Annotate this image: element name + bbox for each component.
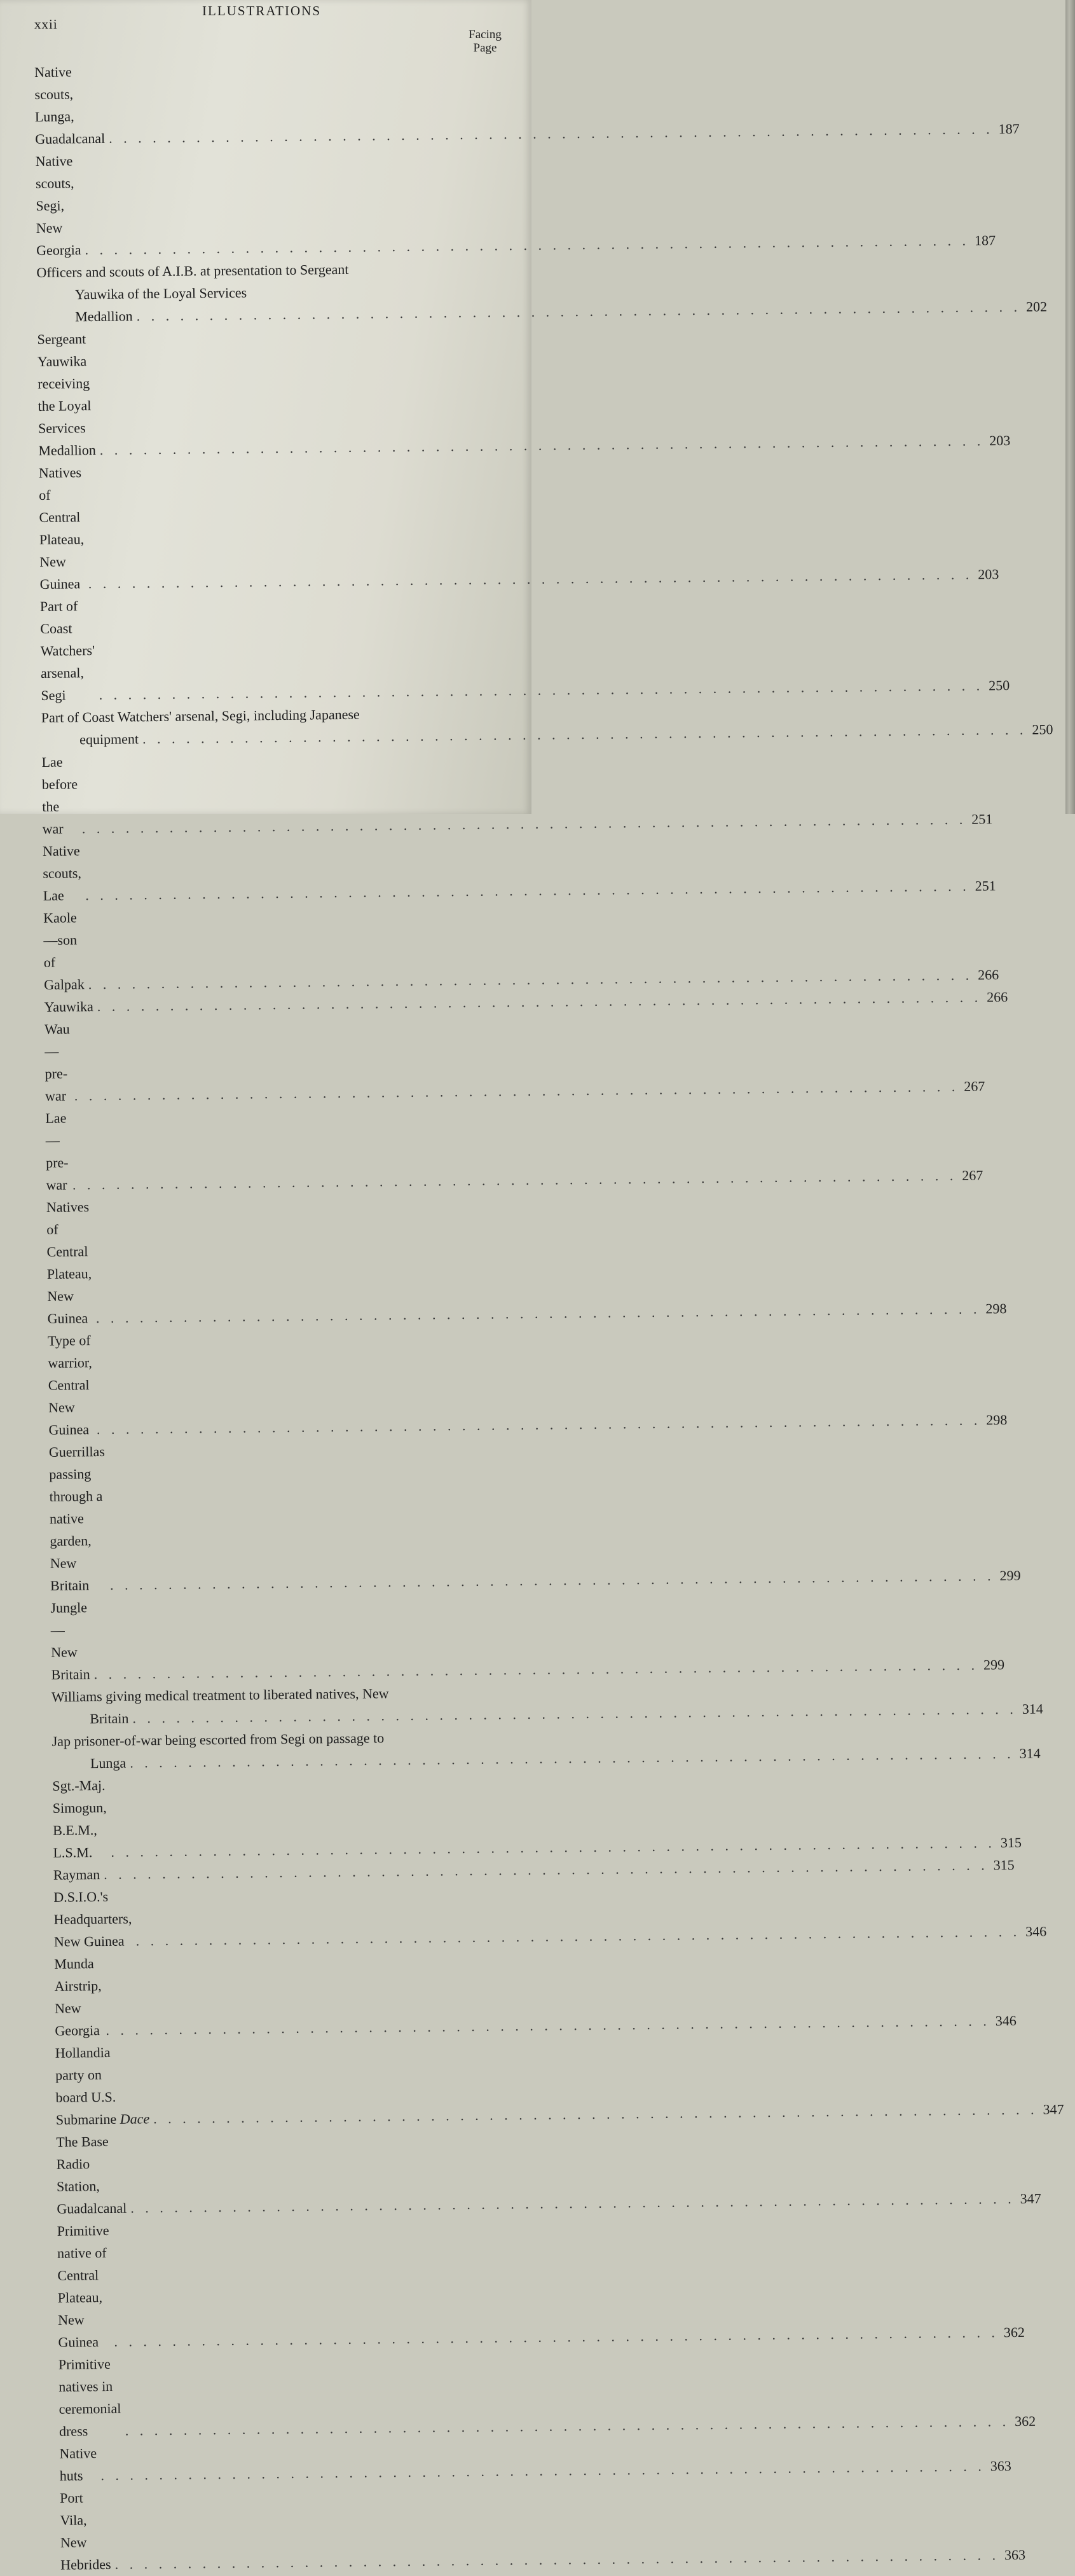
entry-caption-line: Part of Coast Watchers' arsenal, Segi, including Japanese: [41, 706, 360, 726]
entry-caption: [46, 1186, 986, 1329]
entry-caption-text: Native huts: [59, 2445, 97, 2484]
facing-page-number: 363: [990, 2458, 1011, 2474]
facing-page-number: 346: [1025, 1923, 1047, 1939]
entry-caption: [39, 452, 978, 595]
entry-caption-text: Natives of Central Plateau, New Guinea: [46, 1199, 92, 1326]
facing-page-number: 346: [995, 2012, 1017, 2029]
facing-page-number: 299: [983, 1656, 1005, 1673]
dot-leader: . . . . . . . . . . . . . . . . . . . . . . . . . . . . . . . . . . . . . . . . . . . . . . . . . . . . . . . . . . . . .: [100, 2458, 985, 2484]
facing-page-number: 363: [1004, 2546, 1026, 2563]
entry-caption-row: [58, 2343, 1015, 2442]
facing-page-number: 266: [978, 967, 999, 983]
entry-caption-row: [55, 2032, 1043, 2131]
entry-caption: [35, 141, 975, 261]
entry-caption-row: [43, 897, 978, 996]
illustration-entry: [47, 1325, 1008, 1441]
entry-caption-row: [43, 830, 975, 907]
entry-caption: [55, 2032, 1043, 2131]
facing-page-number: 298: [986, 1412, 1008, 1428]
dot-leader: . . . . . . . . . . . . . . . . . . . . . . . . . . . . . . . . . . . . . . . . . . . . . . . . . . . . . . . . . . . . .: [106, 2013, 990, 2038]
entry-caption-text: Sergeant Yauwika receiving the Loyal Services Medallion: [37, 331, 96, 458]
entry-caption-row: [54, 1943, 996, 2041]
entry-caption: [36, 251, 1026, 328]
dot-leader: . . . . . . . . . . . . . . . . . . . . . . . . . . . . . . . . . . . . . . . . . . . . . . . . . . . . . . . . . . . . .: [135, 1923, 1021, 1949]
entry-caption-continuation: Britain: [90, 1710, 129, 1727]
facing-page-number: 203: [989, 432, 1011, 449]
entry-caption-row: [50, 1587, 983, 1686]
illustration-entry: [48, 1436, 1021, 1597]
facing-page-number: 202: [1025, 298, 1048, 315]
entry-caption-text: Yauwika: [44, 998, 93, 1015]
facing-page-number: 250: [1032, 721, 1053, 738]
dot-leader: . . . . . . . . . . . . . . . . . . . . . . . . . . . . . . . . . . . . . . . . . . . . . . . . . . . . . . . . . . . . .: [88, 967, 973, 993]
illustration-entry: [45, 1102, 983, 1196]
dot-leader: . . . . . . . . . . . . . . . . . . . . . . . . . . . . . . . . . . . . . . . . . . . . . . . . . . . . . . . . . . . . .: [130, 2191, 1015, 2216]
illustration-entry: [37, 323, 1011, 462]
facing-page-number: 266: [987, 989, 1008, 1005]
dot-leader: . . . . . . . . . . . . . . . . . . . . . . . . . . . . . . . . . . . . . . . . . . . . . . . . . . . . . . . . . . . . .: [72, 1167, 957, 1193]
facing-page-number: 187: [974, 232, 996, 249]
entry-caption-row: [39, 452, 978, 595]
facing-page-number: 267: [964, 1078, 985, 1094]
dot-leader: . . . . . . . . . . . . . . . . . . . . . . . . . . . . . . . . . . . . . . . . . . . . . . . . . . . . . . . . . . . . .: [99, 677, 984, 703]
entry-caption-text: Wau—pre-war: [44, 1021, 70, 1104]
entry-caption-text: Hollandia party on board U.S. Submarine: [55, 2044, 117, 2128]
dot-leader: . . . . . . . . . . . . . . . . . . . . . . . . . . . . . . . . . . . . . . . . . . . . . . . . . . . . . . . . . . . . .: [81, 811, 967, 837]
entry-caption-row: [49, 1431, 1000, 1597]
dot-leader: . . . . . . . . . . . . . . . . . . . . . . . . . . . . . . . . . . . . . . . . . . . . . . . . . . . . . . . . . . . . .: [142, 721, 1027, 747]
dot-leader: . . . . . . . . . . . . . . . . . . . . . . . . . . . . . . . . . . . . . . . . . . . . . . . . . . . . . . . . . . . . .: [153, 2101, 1038, 2127]
dot-leader: . . . . . . . . . . . . . . . . . . . . . . . . . . . . . . . . . . . . . . . . . . . . . . . . . . . . . . . . . . . . .: [74, 1078, 959, 1104]
dot-leader: . . . . . . . . . . . . . . . . . . . . . . . . . . . . . . . . . . . . . . . . . . . . . . . . . . . . . . . . . . . . .: [93, 1656, 979, 1683]
facing-page-heading-line2: Page: [473, 41, 497, 55]
entry-caption-continuation: equipment: [79, 731, 139, 748]
entry-caption-row: [41, 741, 971, 840]
dot-leader: . . . . . . . . . . . . . . . . . . . . . . . . . . . . . . . . . . . . . . . . . . . . . . . . . . . . . . . . . . . . .: [109, 121, 994, 146]
dot-leader: . . . . . . . . . . . . . . . . . . . . . . . . . . . . . . . . . . . . . . . . . . . . . . . . . . . . . . . . . . . . .: [97, 989, 982, 1015]
entry-caption-italic: Dace: [120, 2111, 150, 2127]
entry-caption-line: Jap prisoner-of-war being escorted from Segi on passage to: [51, 1730, 385, 1749]
dot-leader: . . . . . . . . . . . . . . . . . . . . . . . . . . . . . . . . . . . . . . . . . . . . . . . . . . . . . . . . . . . . .: [130, 1746, 1015, 1771]
facing-page-heading: [463, 28, 507, 55]
entry-caption-line: Officers and scouts of A.I.B. at presentation to Sergeant: [36, 261, 349, 280]
entry-caption: [49, 1431, 1000, 1597]
entry-caption: [41, 741, 971, 840]
illustrations-list: [34, 56, 1064, 2576]
entry-caption-text: Type of warrior, Central New Guinea: [47, 1332, 92, 1438]
dot-leader: . . . . . . . . . . . . . . . . . . . . . . . . . . . . . . . . . . . . . . . . . . . . . . . . . . . . . . . . . . . . .: [111, 1835, 996, 1860]
entry-caption: [58, 2343, 1015, 2442]
illustration-entry: [43, 902, 999, 996]
running-head: ILLUSTRATIONS: [202, 3, 321, 18]
entry-caption-text: Lae before the war: [41, 754, 78, 837]
facing-page-number: 315: [1000, 1834, 1022, 1851]
entry-caption-text: Jungle—New Britain: [50, 1599, 90, 1683]
illustration-entry: [60, 2482, 1026, 2576]
entry-caption-row: [40, 585, 989, 706]
illustration-entry: [55, 2037, 1064, 2131]
entry-caption-text: D.S.I.O.'s Headquarters, New Guinea: [53, 1888, 132, 1950]
entry-caption: [40, 585, 989, 706]
illustration-entry: [36, 256, 1048, 328]
entry-caption-row: [53, 1876, 1025, 1953]
entry-caption-line: Williams giving medical treatment to liberated natives, New: [51, 1685, 389, 1705]
facing-page-number: 251: [975, 878, 996, 894]
entry-caption-text: Lae—pre-war: [45, 1110, 69, 1193]
entry-caption: [54, 1943, 996, 2041]
illustration-entry: [59, 2437, 1011, 2487]
entry-caption-text: Kaole—son of Galpak: [43, 909, 85, 993]
dot-leader: . . . . . . . . . . . . . . . . . . . . . . . . . . . . . . . . . . . . . . . . . . . . . . . . . . . . . . . . . . . . .: [109, 1567, 995, 1593]
entry-caption-row: [37, 318, 989, 462]
dot-leader: . . . . . . . . . . . . . . . . . . . . . . . . . . . . . . . . . . . . . . . . . . . . . . . . . . . . . . . . . . . . .: [96, 1412, 982, 1438]
entry-caption-row: [45, 1098, 962, 1196]
entry-caption-row: [34, 51, 999, 150]
dot-leader: . . . . . . . . . . . . . . . . . . . . . . . . . . . . . . . . . . . . . . . . . . . . . . . . . . . . . . . . . . . . .: [125, 2413, 1010, 2439]
entry-caption: [43, 830, 975, 907]
entry-caption-row: [60, 2477, 1004, 2576]
illustration-entry: [53, 1881, 1047, 1953]
illustration-entry: [46, 1191, 1007, 1330]
dot-leader: . . . . . . . . . . . . . . . . . . . . . . . . . . . . . . . . . . . . . . . . . . . . . . . . . . . . . . . . . . . . .: [136, 298, 1022, 324]
facing-page-number: 362: [1003, 2324, 1025, 2341]
entry-caption-continuation: Lunga: [90, 1754, 127, 1772]
facing-page-number: 187: [998, 120, 1020, 137]
illustration-entry: [54, 1948, 1017, 2042]
entry-caption-text: Sgt.-Maj. Simogun, B.E.M., L.S.M.: [52, 1777, 107, 1861]
entry-caption-row: [45, 1009, 964, 1107]
entry-caption-row: [48, 1319, 987, 1440]
entry-caption: [34, 51, 999, 150]
entry-caption: [45, 1009, 964, 1107]
dot-leader: . . . . . . . . . . . . . . . . . . . . . . . . . . . . . . . . . . . . . . . . . . . . . . . . . . . . . . . . . . . . .: [104, 1857, 989, 1883]
entry-caption-row: [52, 1765, 1001, 1864]
entry-caption-row: [56, 2121, 1020, 2220]
dot-leader: . . . . . . . . . . . . . . . . . . . . . . . . . . . . . . . . . . . . . . . . . . . . . . . . . . . . . . . . . . . . .: [99, 432, 985, 458]
entry-caption: [60, 2477, 1004, 2576]
entry-caption-text: The Base Radio Station, Guadalcanal: [56, 2133, 127, 2217]
facing-page-number: 362: [1015, 2413, 1036, 2430]
illustration-entry: [35, 145, 996, 261]
entry-caption: [43, 897, 978, 996]
page-number: xxii: [34, 17, 58, 32]
entry-caption-text: Primitive natives in ceremonial dress: [58, 2355, 121, 2439]
illustration-entry: [51, 1725, 1041, 1775]
illustration-entry: [39, 590, 1010, 706]
entry-caption-text: Part of Coast Watchers' arsenal, Segi: [39, 598, 95, 703]
illustration-entry: [56, 2126, 1041, 2220]
facing-page-number: 298: [985, 1300, 1007, 1317]
entry-caption-row: [35, 141, 975, 261]
dot-leader: . . . . . . . . . . . . . . . . . . . . . . . . . . . . . . . . . . . . . . . . . . . . . . . . . . . . . . . . . . . . .: [88, 566, 973, 592]
entry-caption-text: Rayman: [53, 1866, 100, 1883]
facing-page-number: 315: [993, 1857, 1015, 1873]
illustration-entry: [38, 457, 999, 595]
illustration-entry: [34, 56, 1020, 150]
entry-caption-continuation: Yauwika of the Loyal Services Medallion: [74, 284, 247, 325]
facing-page-number: 314: [1022, 1700, 1043, 1717]
facing-page-number: 251: [971, 811, 993, 827]
entry-caption-row: [46, 1186, 986, 1329]
entry-caption: [57, 2210, 1004, 2353]
dot-leader: . . . . . . . . . . . . . . . . . . . . . . . . . . . . . . . . . . . . . . . . . . . . . . . . . . . . . . . . . . . . .: [85, 878, 970, 904]
entry-caption: [50, 1587, 983, 1686]
entry-caption: [37, 318, 989, 462]
page-edge: [1065, 0, 1075, 814]
dot-leader: . . . . . . . . . . . . . . . . . . . . . . . . . . . . . . . . . . . . . . . . . . . . . . . . . . . . . . . . . . . . .: [85, 232, 970, 258]
entry-caption: [52, 1765, 1001, 1864]
facing-page-number: 250: [988, 677, 1010, 694]
entry-caption: [53, 1876, 1025, 1953]
entry-caption-text: Native scouts, Lunga, Guadalcanal: [34, 64, 106, 147]
entry-caption-text: Guerrillas passing through a native garden, New Britain: [48, 1443, 106, 1594]
dot-leader: . . . . . . . . . . . . . . . . . . . . . . . . . . . . . . . . . . . . . . . . . . . . . . . . . . . . . . . . . . . . .: [114, 2547, 1000, 2572]
illustration-entry: [52, 1770, 1022, 1864]
illustration-entry: [51, 1681, 1043, 1730]
entry-caption: [45, 1098, 962, 1196]
illustration-entry: [58, 2348, 1036, 2442]
facing-page-number: 299: [999, 1567, 1021, 1584]
illustration-entry: [57, 2215, 1025, 2353]
entry-caption-text: Native scouts, Segi, New Georgia: [35, 153, 81, 258]
entry-caption-row: [57, 2210, 1004, 2353]
facing-page-number: 203: [978, 566, 999, 582]
facing-page-number: 347: [1043, 2101, 1064, 2118]
dot-leader: . . . . . . . . . . . . . . . . . . . . . . . . . . . . . . . . . . . . . . . . . . . . . . . . . . . . . . . . . . . . .: [95, 1300, 981, 1326]
facing-page-number: 347: [1020, 2190, 1041, 2207]
entry-caption: [48, 1319, 987, 1440]
illustration-entry: [41, 746, 993, 840]
dot-leader: . . . . . . . . . . . . . . . . . . . . . . . . . . . . . . . . . . . . . . . . . . . . . . . . . . . . . . . . . . . . .: [132, 1700, 1017, 1726]
illustration-entry: [50, 1592, 1005, 1686]
entry-caption-text: Port Vila, New Hebrides: [60, 2490, 111, 2573]
entry-caption: [56, 2121, 1020, 2220]
facing-page-heading-line1: Facing: [469, 28, 502, 41]
illustration-entry: [41, 701, 1053, 751]
entry-caption-text: Munda Airstrip, New Georgia: [54, 1955, 102, 2039]
facing-page-number: 314: [1019, 1745, 1041, 1761]
entry-caption-text: Natives of Central Plateau, New Guinea: [38, 464, 85, 592]
illustration-entry: [44, 1013, 985, 1107]
dot-leader: . . . . . . . . . . . . . . . . . . . . . . . . . . . . . . . . . . . . . . . . . . . . . . . . . . . . . . . . . . . . .: [114, 2324, 999, 2350]
entry-caption-text: Native scouts, Lae: [42, 843, 82, 904]
facing-page-number: 267: [962, 1167, 983, 1183]
illustration-entry: [42, 835, 996, 907]
entry-caption-text: Primitive native of Central Plateau, New Guinea: [57, 2222, 109, 2350]
